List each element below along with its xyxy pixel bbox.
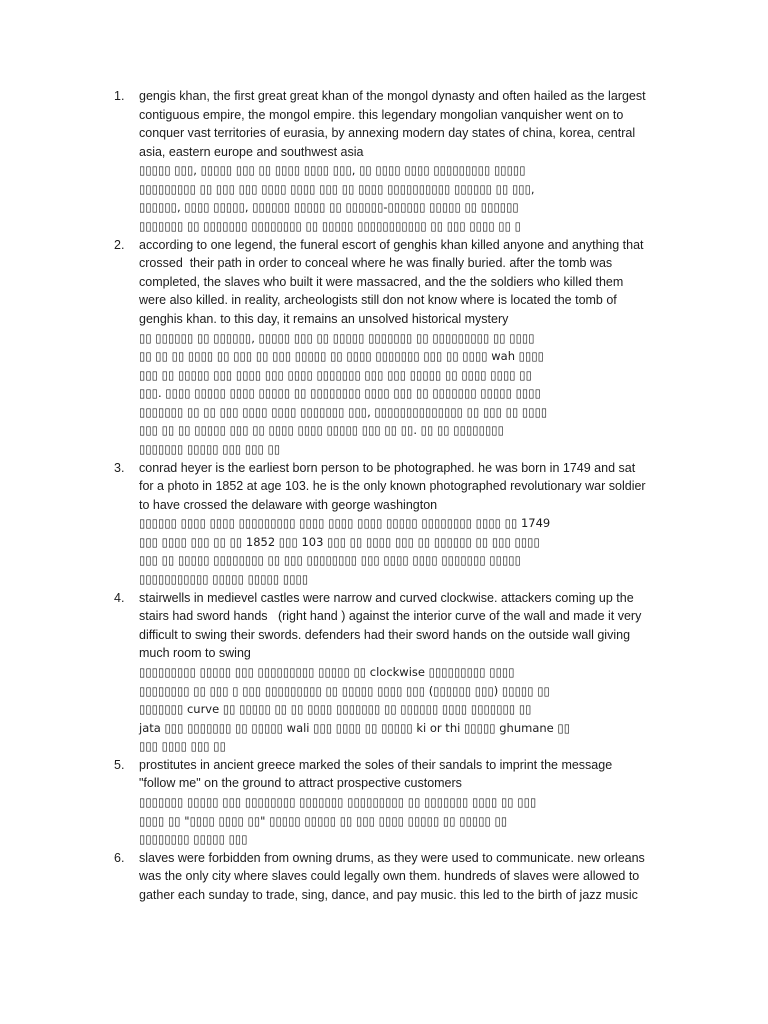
hindi-line: ▯▯▯▯▯▯, ▯▯▯▯ ▯▯▯▯▯, ▯▯▯▯▯▯ ▯▯▯▯▯ ▯▯ ▯▯▯▯▯▯-▯▯▯▯▯▯ ▯▯▯▯▯ ▯▯ ▯▯▯▯▯▯ bbox=[139, 200, 519, 215]
fact-list bbox=[114, 87, 759, 904]
english-line: stairwells in medievel castles were narrow and curved clockwise. attackers coming up the bbox=[139, 590, 634, 605]
item-number: 4. bbox=[114, 590, 125, 605]
english-line: "follow me" on the ground to attract prospective customers bbox=[139, 776, 462, 791]
english-line: difficult to swing their swords. defenders had their sword hands on the outside wall giving bbox=[139, 627, 631, 642]
hindi-line: ▯▯▯ ▯▯ ▯▯▯▯▯ ▯▯▯▯▯▯▯▯ ▯▯ ▯▯▯ ▯▯▯▯▯▯▯▯ ▯▯▯ ▯▯▯▯ ▯▯▯▯ ▯▯▯▯▯▯▯ ▯▯▯▯▯ bbox=[139, 553, 521, 568]
hindi-line: ▯▯▯▯▯▯▯▯▯ ▯▯▯▯▯ ▯▯▯ ▯▯▯▯▯▯▯▯▯ ▯▯▯▯▯ ▯▯ clockwise ▯▯▯▯▯▯▯▯▯ ▯▯▯▯ bbox=[139, 664, 515, 679]
hindi-line: ▯▯▯▯▯▯▯ ▯▯▯▯▯ ▯▯▯ ▯▯▯ ▯▯ bbox=[139, 441, 281, 456]
hindi-line: ▯▯ ▯▯ ▯▯ ▯▯▯▯ ▯▯ ▯▯▯ ▯▯ ▯▯▯ ▯▯▯▯▯ ▯▯ ▯▯▯▯ ▯▯▯▯▯▯▯ ▯▯▯ ▯▯ ▯▯▯▯ wah ▯▯▯▯ bbox=[139, 349, 544, 364]
item-number: 5. bbox=[114, 757, 125, 772]
hindi-line: ▯▯▯ ▯▯ ▯▯▯▯▯ ▯▯▯ ▯▯▯▯ ▯▯▯ ▯▯▯▯ ▯▯▯▯▯▯▯ ▯▯▯ ▯▯▯ ▯▯▯▯▯ ▯▯ ▯▯▯▯ ▯▯▯▯ ▯▯ bbox=[139, 367, 532, 382]
english-line: crossed their path in order to conceal where he was finally buried. after the tomb was bbox=[139, 256, 613, 271]
hindi-line: ▯▯▯▯ ▯▯ "▯▯▯▯ ▯▯▯▯ ▯▯" ▯▯▯▯▯ ▯▯▯▯▯ ▯▯ ▯▯▯ ▯▯▯▯ ▯▯▯▯▯ ▯▯ ▯▯▯▯▯ ▯▯ bbox=[139, 813, 508, 828]
english-line: was the only city where slaves could legally own them. hundreds of slaves were allowed to bbox=[139, 869, 640, 884]
english-line: according to one legend, the funeral escort of genghis khan killed anyone and anything that bbox=[139, 237, 644, 252]
english-line: genghis khan. to this day, it remains an unsolved historical mystery bbox=[139, 311, 509, 326]
hindi-line: ▯▯▯ ▯▯▯▯ ▯▯▯ ▯▯ ▯▯ 1852 ▯▯▯ 103 ▯▯▯ ▯▯ ▯▯▯▯ ▯▯▯ ▯▯ ▯▯▯▯▯▯ ▯▯ ▯▯▯ ▯▯▯▯ bbox=[139, 534, 540, 549]
english-line: to have crossed the delaware with george washington bbox=[139, 497, 438, 512]
item-number: 1. bbox=[114, 89, 125, 103]
item-number: 2. bbox=[114, 237, 125, 252]
english-line: much room to swing bbox=[139, 646, 251, 661]
english-line: stairs had sword hands (right hand ) against the interior curve of the wall and made it very bbox=[139, 609, 642, 624]
english-line: contiguous empire, the mongol empire. this legendary mongolian vanquisher went on to bbox=[139, 107, 624, 122]
english-line: gengis khan, the first great great khan of the mongol dynasty and often hailed as the largest bbox=[139, 89, 646, 103]
english-line: asia, eastern europe and southwest asia bbox=[139, 144, 364, 159]
item-number: 3. bbox=[114, 460, 125, 475]
list-item bbox=[114, 87, 759, 236]
hindi-line: ▯▯▯▯▯▯▯▯ ▯▯ ▯▯▯ ▯ ▯▯▯ ▯▯▯▯▯▯▯▯▯ ▯▯ ▯▯▯▯▯ ▯▯▯▯ ▯▯▯ (▯▯▯▯▯▯ ▯▯▯) ▯▯▯▯▯ ▯▯ bbox=[139, 683, 550, 698]
hindi-line: ▯▯▯ ▯▯▯▯ ▯▯▯ ▯▯ bbox=[139, 739, 226, 754]
hindi-line: ▯▯▯▯▯▯▯ ▯▯ ▯▯ ▯▯▯ ▯▯▯▯ ▯▯▯▯ ▯▯▯▯▯▯▯ ▯▯▯, ▯▯▯▯▯▯▯▯▯▯▯▯▯▯ ▯▯ ▯▯▯ ▯▯ ▯▯▯▯ bbox=[139, 404, 548, 419]
list-item bbox=[114, 849, 759, 905]
list-item bbox=[114, 756, 759, 849]
english-line: slaves were forbidden from owning drums, as they were used to communicate. new orleans bbox=[139, 850, 645, 865]
hindi-line: ▯▯▯▯▯ ▯▯▯, ▯▯▯▯▯ ▯▯▯ ▯▯ ▯▯▯▯ ▯▯▯▯ ▯▯▯, ▯▯ ▯▯▯▯ ▯▯▯▯ ▯▯▯▯▯▯▯▯▯ ▯▯▯▯▯ bbox=[139, 163, 526, 178]
list-item bbox=[114, 236, 759, 459]
hindi-line: ▯▯▯▯▯▯▯▯▯▯▯ ▯▯▯▯▯ ▯▯▯▯▯ ▯▯▯▯ bbox=[139, 572, 309, 587]
english-line: for a photo in 1852 at age 103. he is the only known photographed revolutionary war soldier bbox=[139, 479, 646, 494]
english-line: conrad heyer is the earliest born person to be photographed. he was born in 1749 and sat bbox=[139, 460, 636, 475]
list-item bbox=[114, 589, 759, 756]
english-line: conquer vast territories of eurasia, by annexing modern day states of china, korea, central bbox=[139, 126, 636, 141]
english-line: gather each sunday to trade, sing, dance, and pay music. this led to the birth of jazz music bbox=[139, 887, 638, 902]
hindi-line: ▯▯▯▯▯▯▯▯▯ ▯▯ ▯▯▯ ▯▯▯ ▯▯▯▯ ▯▯▯▯ ▯▯▯ ▯▯ ▯▯▯▯ ▯▯▯▯▯▯▯▯▯▯ ▯▯▯▯▯▯ ▯▯ ▯▯▯, bbox=[139, 181, 535, 196]
english-line: were also killed. in reality, archeologists still don not know where is located the tomb of bbox=[139, 293, 617, 308]
hindi-line: ▯▯▯▯▯▯▯▯ ▯▯▯▯▯ ▯▯▯ bbox=[139, 832, 248, 847]
english-line: prostitutes in ancient greece marked the soles of their sandals to imprint the message bbox=[139, 757, 613, 772]
hindi-line: ▯▯▯▯▯▯▯ ▯▯▯▯▯ ▯▯▯ ▯▯▯▯▯▯▯▯ ▯▯▯▯▯▯▯ ▯▯▯▯▯▯▯▯▯ ▯▯ ▯▯▯▯▯▯▯ ▯▯▯▯ ▯▯ ▯▯▯ bbox=[139, 794, 537, 809]
hindi-line: ▯▯▯▯▯▯▯ ▯▯ ▯▯▯▯▯▯▯ ▯▯▯▯▯▯▯▯ ▯▯ ▯▯▯▯▯ ▯▯▯▯▯▯▯▯▯▯▯ ▯▯ ▯▯▯ ▯▯▯▯ ▯▯ ▯ bbox=[139, 219, 521, 234]
hindi-line: ▯▯▯. ▯▯▯▯ ▯▯▯▯▯ ▯▯▯▯ ▯▯▯▯▯ ▯▯ ▯▯▯▯▯▯▯▯ ▯▯▯▯ ▯▯▯ ▯▯ ▯▯▯▯▯▯▯ ▯▯▯▯▯ ▯▯▯▯ bbox=[139, 386, 541, 401]
hindi-line: jata ▯▯▯ ▯▯▯▯▯▯▯ ▯▯ ▯▯▯▯▯ wali ▯▯▯ ▯▯▯▯ ▯▯ ▯▯▯▯▯ ki or thi ▯▯▯▯▯ ghumane ▯▯ bbox=[139, 720, 571, 735]
english-line: completed, the slaves who built it were massacred, and the the soldiers who killed them bbox=[139, 274, 624, 289]
hindi-line: ▯▯▯▯▯▯ ▯▯▯▯ ▯▯▯▯ ▯▯▯▯▯▯▯▯▯ ▯▯▯▯ ▯▯▯▯ ▯▯▯▯ ▯▯▯▯▯ ▯▯▯▯▯▯▯▯ ▯▯▯▯ ▯▯ 1749 bbox=[139, 516, 551, 531]
hindi-line: ▯▯ ▯▯▯▯▯▯ ▯▯ ▯▯▯▯▯▯, ▯▯▯▯▯ ▯▯▯ ▯▯ ▯▯▯▯▯ ▯▯▯▯▯▯▯ ▯▯ ▯▯▯▯▯▯▯▯▯ ▯▯ ▯▯▯▯ bbox=[139, 330, 535, 345]
item-number: 6. bbox=[114, 850, 125, 865]
hindi-line: ▯▯▯▯▯▯▯ curve ▯▯ ▯▯▯▯▯ ▯▯ ▯▯ ▯▯▯▯ ▯▯▯▯▯▯▯ ▯▯ ▯▯▯▯▯▯ ▯▯▯▯ ▯▯▯▯▯▯▯ ▯▯ bbox=[139, 702, 532, 717]
list-item bbox=[114, 459, 759, 589]
hindi-line: ▯▯▯ ▯▯ ▯▯ ▯▯▯▯▯ ▯▯▯ ▯▯ ▯▯▯▯ ▯▯▯▯ ▯▯▯▯▯ ▯▯▯ ▯▯ ▯▯. ▯▯ ▯▯ ▯▯▯▯▯▯▯▯ bbox=[139, 423, 504, 438]
